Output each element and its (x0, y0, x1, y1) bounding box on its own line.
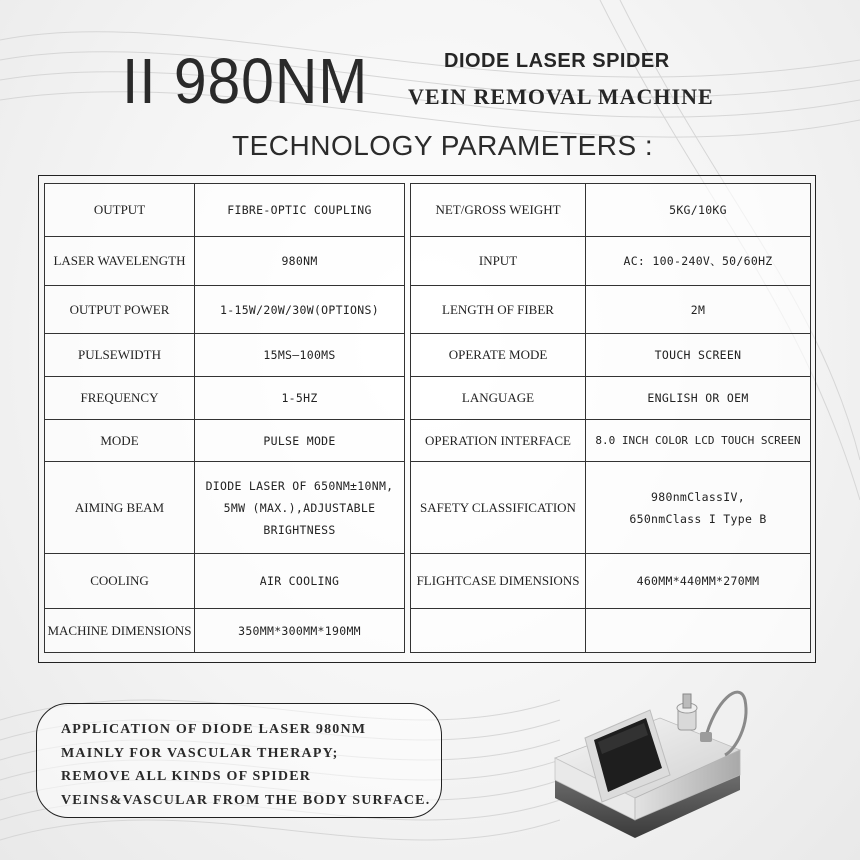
table-row (45, 420, 405, 462)
param-value (586, 609, 811, 653)
param-label: FREQUENCY (45, 377, 195, 420)
param-value: ENGLISH OR OEM (586, 377, 811, 420)
param-label: OPERATE MODE (411, 334, 586, 377)
param-value: FIBRE-OPTIC COUPLING (195, 184, 405, 237)
param-label: INPUT (411, 237, 586, 286)
param-value: PULSE MODE (195, 420, 405, 462)
table-row (45, 334, 405, 377)
table-row (45, 462, 405, 554)
param-value: 350MM*300MM*190MM (195, 609, 405, 653)
table-row (45, 184, 405, 237)
table-row (411, 554, 811, 609)
param-value: AIR COOLING (195, 554, 405, 609)
table-row (411, 334, 811, 377)
param-label: OUTPUT (45, 184, 195, 237)
param-value: AC: 100-240V、50/60HZ (586, 237, 811, 286)
param-label: OPERATION INTERFACE (411, 420, 586, 462)
table-row (411, 462, 811, 554)
param-value (586, 462, 811, 554)
table-row (411, 184, 811, 237)
param-value: 8.0 INCH COLOR LCD TOUCH SCREEN (586, 420, 811, 462)
note-line-1: APPLICATION OF DIODE LASER 980NM (61, 722, 367, 737)
safety-line-1: 980nmClassIV, (651, 489, 745, 504)
param-label: MODE (45, 420, 195, 462)
param-value: 15MS—100MS (195, 334, 405, 377)
param-label: LASER WAVELENGTH (45, 237, 195, 286)
table-row (45, 377, 405, 420)
param-value: 460MM*440MM*270MM (586, 554, 811, 609)
param-label: NET/GROSS WEIGHT (411, 184, 586, 237)
param-label: PULSEWIDTH (45, 334, 195, 377)
right-parameters-table (410, 183, 811, 653)
param-label: MACHINE DIMENSIONS (45, 609, 195, 653)
param-label: LANGUAGE (411, 377, 586, 420)
table-row (45, 286, 405, 334)
model-title: II 980NM (122, 45, 369, 117)
param-label: OUTPUT POWER (45, 286, 195, 334)
param-value: 1-5HZ (195, 377, 405, 420)
param-value: 1-15W/20W/30W(OPTIONS) (195, 286, 405, 334)
section-title: TECHNOLOGY PARAMETERS : (232, 130, 654, 161)
param-label: LENGTH OF FIBER (411, 286, 586, 334)
table-row (411, 377, 811, 420)
table-row (411, 420, 811, 462)
left-parameters-table (44, 183, 405, 653)
table-row (45, 609, 405, 653)
param-label: SAFETY CLASSIFICATION (411, 462, 586, 554)
table-row (411, 237, 811, 286)
param-value: TOUCH SCREEN (586, 334, 811, 377)
table-row (45, 237, 405, 286)
param-label: FLIGHTCASE DIMENSIONS (411, 554, 586, 609)
param-value: 980NM (195, 237, 405, 286)
safety-line-2: 650nmClass I Type B (629, 511, 767, 526)
table-row (45, 554, 405, 609)
application-note (36, 703, 442, 818)
subtitle-line-1: DIODE LASER SPIDER (444, 50, 670, 72)
param-value (195, 462, 405, 554)
aiming-beam-line-2: 5MW (MAX.),ADJUSTABLE BRIGHTNESS (223, 500, 376, 537)
table-row (411, 609, 811, 653)
note-line-2: MAINLY FOR VASCULAR THERAPY; (61, 745, 339, 761)
param-label: COOLING (45, 554, 195, 609)
param-label (411, 609, 586, 653)
table-row (411, 286, 811, 334)
subtitle-line-2: VEIN REMOVAL MACHINE (408, 84, 714, 109)
laser-machine-illustration (540, 680, 780, 850)
header (0, 0, 860, 130)
aiming-beam-line-1: DIODE LASER OF 650NM±10NM, (205, 478, 394, 493)
param-label: AIMING BEAM (45, 462, 195, 554)
note-line-4: VEINS&VASCULAR FROM THE BODY SURFACE. (61, 792, 431, 808)
note-line-3: REMOVE ALL KINDS OF SPIDER (61, 769, 312, 784)
param-value: 5KG/10KG (586, 184, 811, 237)
param-value: 2M (586, 286, 811, 334)
